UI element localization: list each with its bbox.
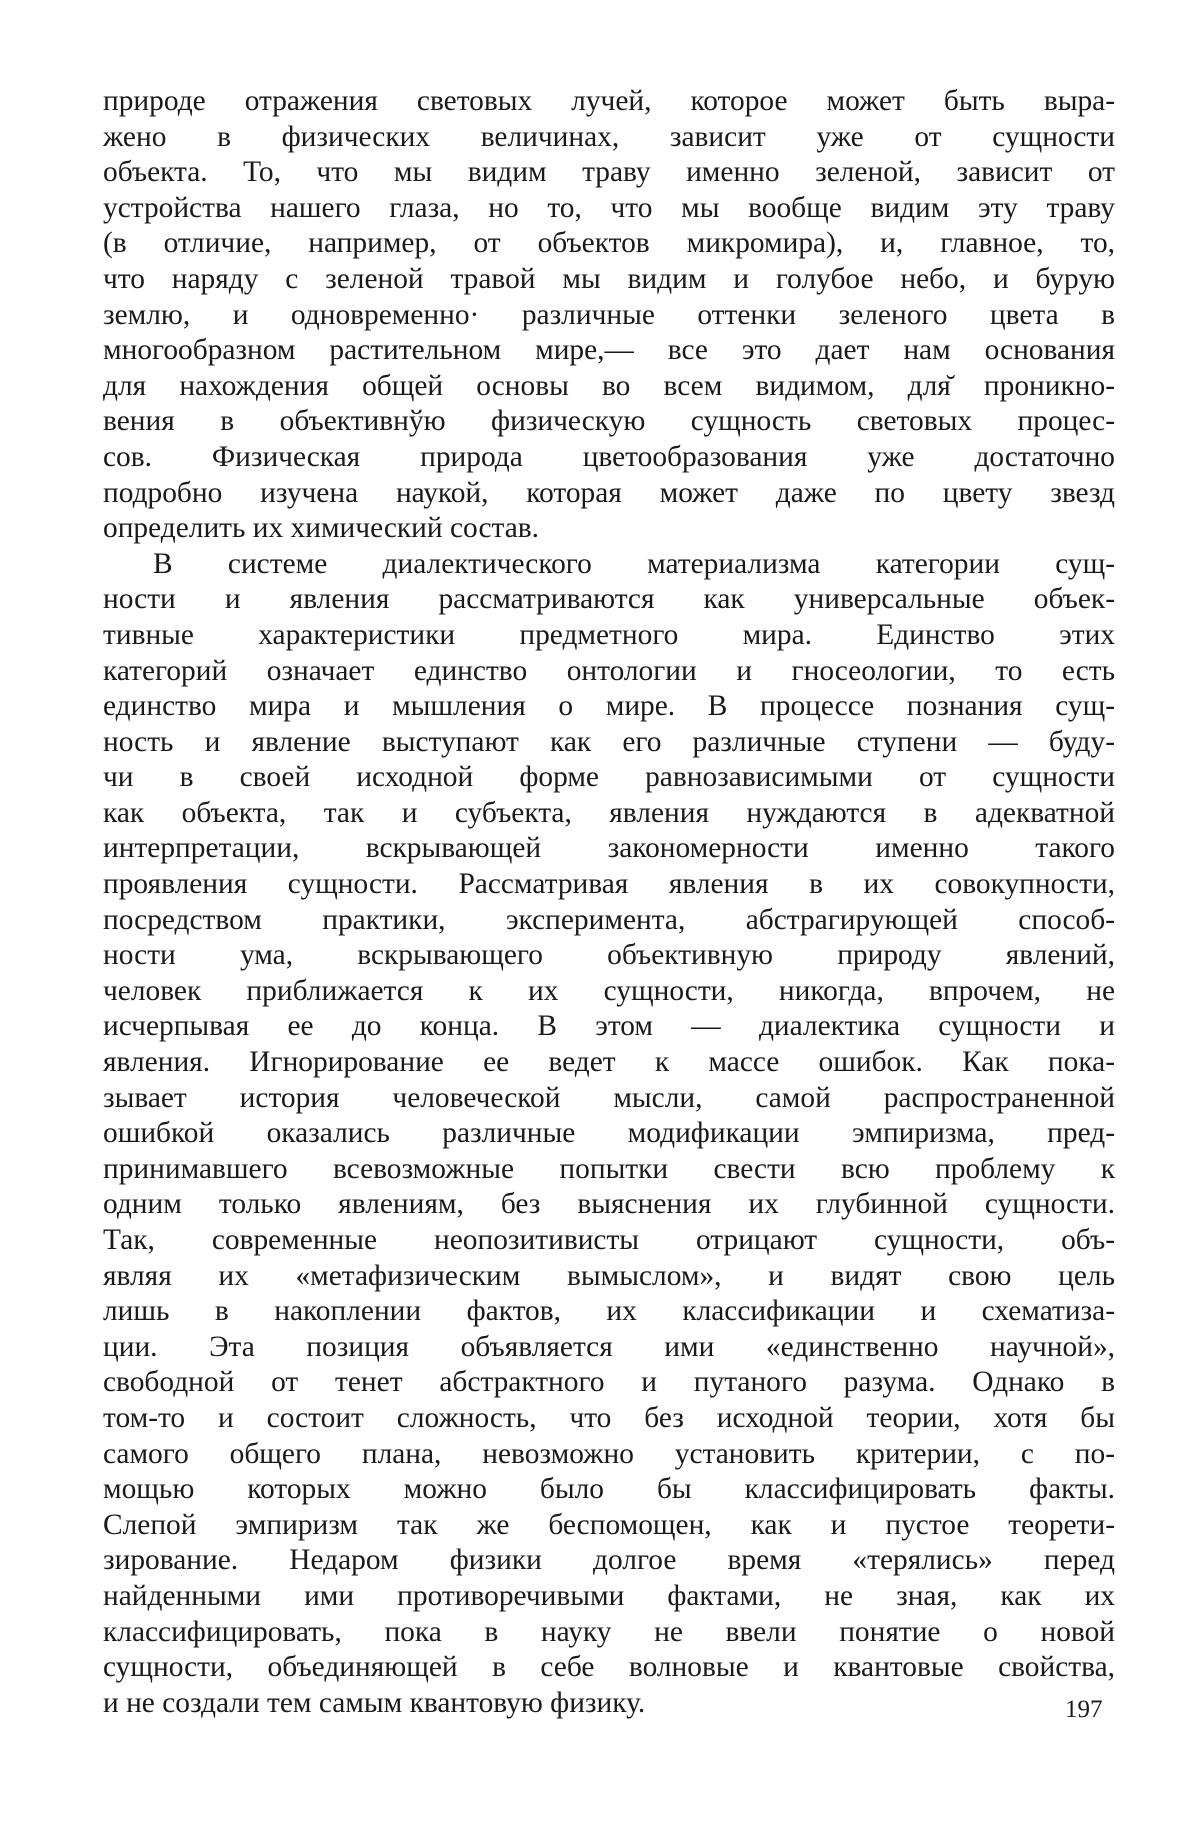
- text-line: исчерпывая ее до конца. В этом — диалектика сущности и: [103, 1010, 1115, 1043]
- paragraph: [103, 84, 1115, 547]
- text-line: Так, современные неопозитивисты отрицают сущности, объ-: [103, 1224, 1115, 1256]
- text-line: являя их «метафизическим вымыслом», и видят свою цель: [103, 1259, 1115, 1292]
- text-line: интерпретации, вскрывающей закономерности именно такого: [103, 832, 1115, 865]
- text-line: чи в своей исходной форме равнозависимыми от сущности: [103, 761, 1115, 794]
- text-line: землю, и одновременно· различные оттенки зеленого цвета в: [103, 298, 1115, 331]
- text-line: посредством практики, эксперимента, абстрагирующей способ-: [103, 903, 1115, 936]
- text-line: классифицировать, пока в науку не ввели понятие о новой: [103, 1615, 1115, 1648]
- text-line: вения в объективнўю физическую сущность световых процес-: [103, 405, 1115, 438]
- text-line: ошибкой оказались различные модификации эмпиризма, пред-: [103, 1117, 1115, 1150]
- text-line: сущности, объединяющей в себе волновые и квантовые свойства,: [103, 1651, 1115, 1684]
- text-line: единство мира и мышления о мире. В процессе познания сущ-: [103, 690, 1115, 723]
- text-line: жено в физических величинах, зависит уже от сущности: [103, 120, 1115, 153]
- text-line: как объекта, так и субъекта, явления нуждаются в адекватной: [103, 796, 1115, 829]
- text-line: явления. Игнорирование ее ведет к массе ошибок. Как пока-: [103, 1046, 1115, 1079]
- text-line: одним только явлениям, без выяснения их глубинной сущности.: [103, 1188, 1115, 1221]
- text-line: природе отражения световых лучей, которое может быть выра-: [103, 85, 1115, 117]
- page-number: 197: [1065, 1696, 1103, 1723]
- text-line: для нахождения общей основы во всем видимом, для̆ проникно-: [103, 369, 1115, 402]
- text-line: человек приближается к их сущности, никогда, впрочем, не: [103, 974, 1115, 1007]
- text-line: мощью которых можно было бы классифицировать факты.: [103, 1473, 1115, 1506]
- text-line: ность и явление выступают как его различные ступени — буду-: [103, 725, 1115, 758]
- text-line: подробно изучена наукой, которая может даже по цвету звезд: [103, 476, 1115, 509]
- text-line: устройства нашего глаза, но то, что мы вообще видим эту траву: [103, 191, 1115, 224]
- text-line: свободной от тенет абстрактного и путаного разума. Однако в: [103, 1366, 1115, 1399]
- page-text: [103, 84, 1115, 1721]
- text-line: объекта. То, что мы видим траву именно зеленой, зависит от: [103, 156, 1115, 189]
- text-line: самого общего плана, невозможно установить критерии, с по-: [103, 1437, 1115, 1470]
- text-line: зирование. Недаром физики долгое время «терялись» перед: [103, 1544, 1115, 1577]
- text-line: сов. Физическая природа цветообразования уже достаточно: [103, 440, 1115, 473]
- text-line: Слепой эмпиризм так же беспомощен, как и пустое теорети-: [103, 1508, 1115, 1541]
- text-line: категорий означает единство онтологии и гносеологии, то есть: [103, 654, 1115, 687]
- text-line: определить их химический состав.: [103, 512, 539, 545]
- text-line: зывает история человеческой мысли, самой распространенной: [103, 1081, 1115, 1114]
- text-line: ности ума, вскрывающего объективную природу явлений,: [103, 939, 1115, 972]
- text-line: и не создали тем самым квантовую физику.: [103, 1686, 646, 1719]
- text-line: что наряду с зеленой травой мы видим и голубое небо, и бурую: [103, 262, 1115, 295]
- text-line: лишь в накоплении фактов, их классификации и схематиза-: [103, 1295, 1115, 1328]
- text-line: В системе диалектического материализма категории сущ-: [153, 547, 1115, 580]
- text-line: проявления сущности. Рассматривая явления в их совокупности,: [103, 868, 1115, 901]
- text-line: (в отличие, например, от объектов микромира), и, главное, то,: [103, 227, 1115, 260]
- text-line: ции. Эта позиция объявляется ими «единственно научной»,: [103, 1330, 1115, 1363]
- paragraph: [103, 547, 1115, 1722]
- text-line: многообразном растительном мире,— все это дает нам основания: [103, 334, 1115, 367]
- text-line: ности и явления рассматриваются как универсальные объек-: [103, 583, 1115, 616]
- text-line: принимавшего всевозможные попытки свести всю проблему к: [103, 1152, 1115, 1185]
- text-line: найденными ими противоречивыми фактами, не зная, как их: [103, 1579, 1115, 1612]
- text-line: тивные характеристики предметного мира. Единство этих: [103, 618, 1115, 651]
- text-line: том-то и состоит сложность, что без исходной теории, хотя бы: [103, 1401, 1115, 1434]
